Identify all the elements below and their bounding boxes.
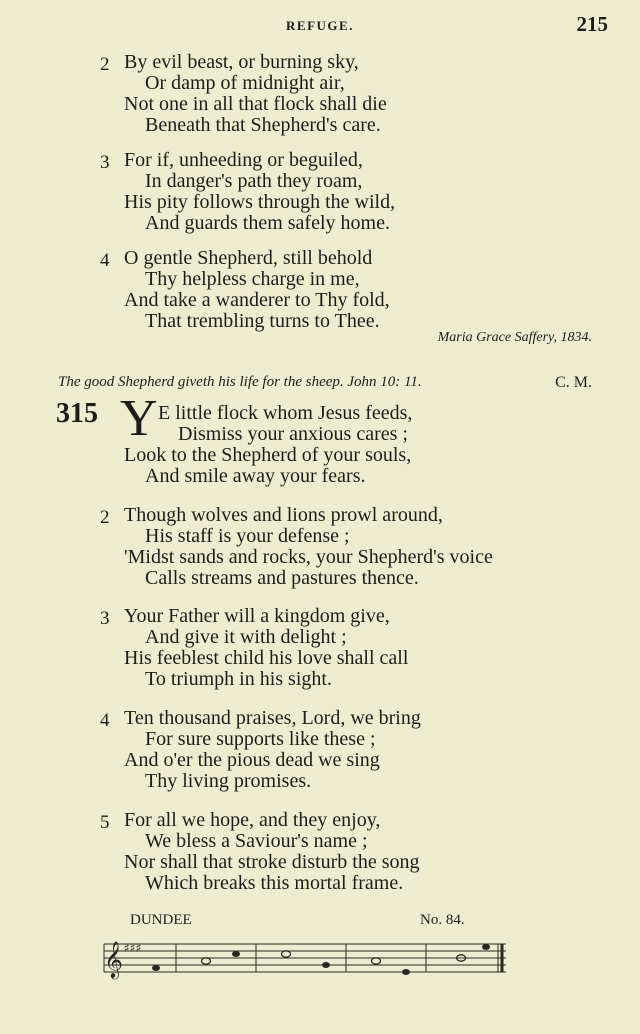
drop-cap: Y — [120, 390, 158, 447]
verse-line: Calls streams and pastures thence. — [145, 567, 419, 589]
verse-line: Nor shall that stroke disturb the song — [124, 851, 420, 873]
verse-line: Thy living promises. — [145, 770, 312, 792]
verse-line: That trembling turns to Thee. — [145, 310, 380, 332]
verse-line: For if, unheeding or beguiled, — [124, 149, 363, 171]
verse-line: And smile away your fears. — [145, 465, 366, 487]
verse-line: Or damp of midnight air, — [145, 72, 345, 94]
running-header: REFUGE. — [286, 18, 354, 33]
verse-line: To triumph in his sight. — [145, 668, 332, 690]
verse-number: 4 — [100, 250, 110, 271]
verse-line: And take a wanderer to Thy fold, — [124, 289, 390, 311]
verse-number: 4 — [100, 710, 110, 731]
verse-line: In danger's path they roam, — [145, 170, 363, 192]
page-number: 215 — [576, 12, 608, 36]
svg-text:♯♯♯: ♯♯♯ — [124, 941, 142, 955]
verse-line: His feeblest child his love shall call — [124, 647, 409, 669]
tune-reference: No. 84. — [420, 912, 465, 928]
verse-line: Dismiss your anxious cares ; — [178, 423, 408, 445]
author-attribution: Maria Grace Saffery, 1834. — [437, 330, 592, 345]
verse-line: His pity follows through the wild, — [124, 191, 396, 213]
hymn-number: 315 — [56, 398, 98, 429]
verse-line: For all we hope, and they enjoy, — [124, 809, 381, 831]
verse-number: 5 — [100, 812, 110, 833]
verse-line: Ten thousand praises, Lord, we bring — [124, 707, 421, 729]
verse-line: Not one in all that flock shall die — [124, 93, 387, 115]
verse-line: 'Midst sands and rocks, your Shepherd's voice — [124, 546, 493, 568]
verse-number: 2 — [100, 54, 110, 75]
music-staff — [96, 930, 516, 990]
verse-line: And guards them safely home. — [145, 212, 390, 234]
verse-number: 3 — [100, 608, 110, 629]
verse-number: 2 — [100, 507, 110, 528]
verse-line: E little flock whom Jesus feeds, — [158, 402, 413, 424]
verse-line: And give it with delight ; — [145, 626, 347, 648]
verse-line: Your Father will a kingdom give, — [124, 605, 390, 627]
meter: C. M. — [555, 374, 592, 391]
verse-line: O gentle Shepherd, still behold — [124, 247, 373, 269]
verse-line: By evil beast, or burning sky, — [124, 51, 359, 73]
verse-line: Thy helpless charge in me, — [145, 268, 360, 290]
verse-line: His staff is your defense ; — [145, 525, 350, 547]
verse-number: 3 — [100, 152, 110, 173]
verse-line: Beneath that Shepherd's care. — [145, 114, 381, 136]
verse-line: Look to the Shepherd of your souls, — [124, 444, 412, 466]
svg-text:𝄞: 𝄞 — [104, 940, 123, 978]
tune-name: DUNDEE — [130, 912, 192, 928]
verse-line: For sure supports like these ; — [145, 728, 376, 750]
verse-line: Which breaks this mortal frame. — [145, 872, 404, 894]
verse-line: We bless a Saviour's name ; — [145, 830, 368, 852]
scripture-heading: The good Shepherd giveth his life for the sheep. John 10: 11. — [58, 374, 422, 390]
verse-line: Though wolves and lions prowl around, — [124, 504, 443, 526]
verse-line: And o'er the pious dead we sing — [124, 749, 380, 771]
